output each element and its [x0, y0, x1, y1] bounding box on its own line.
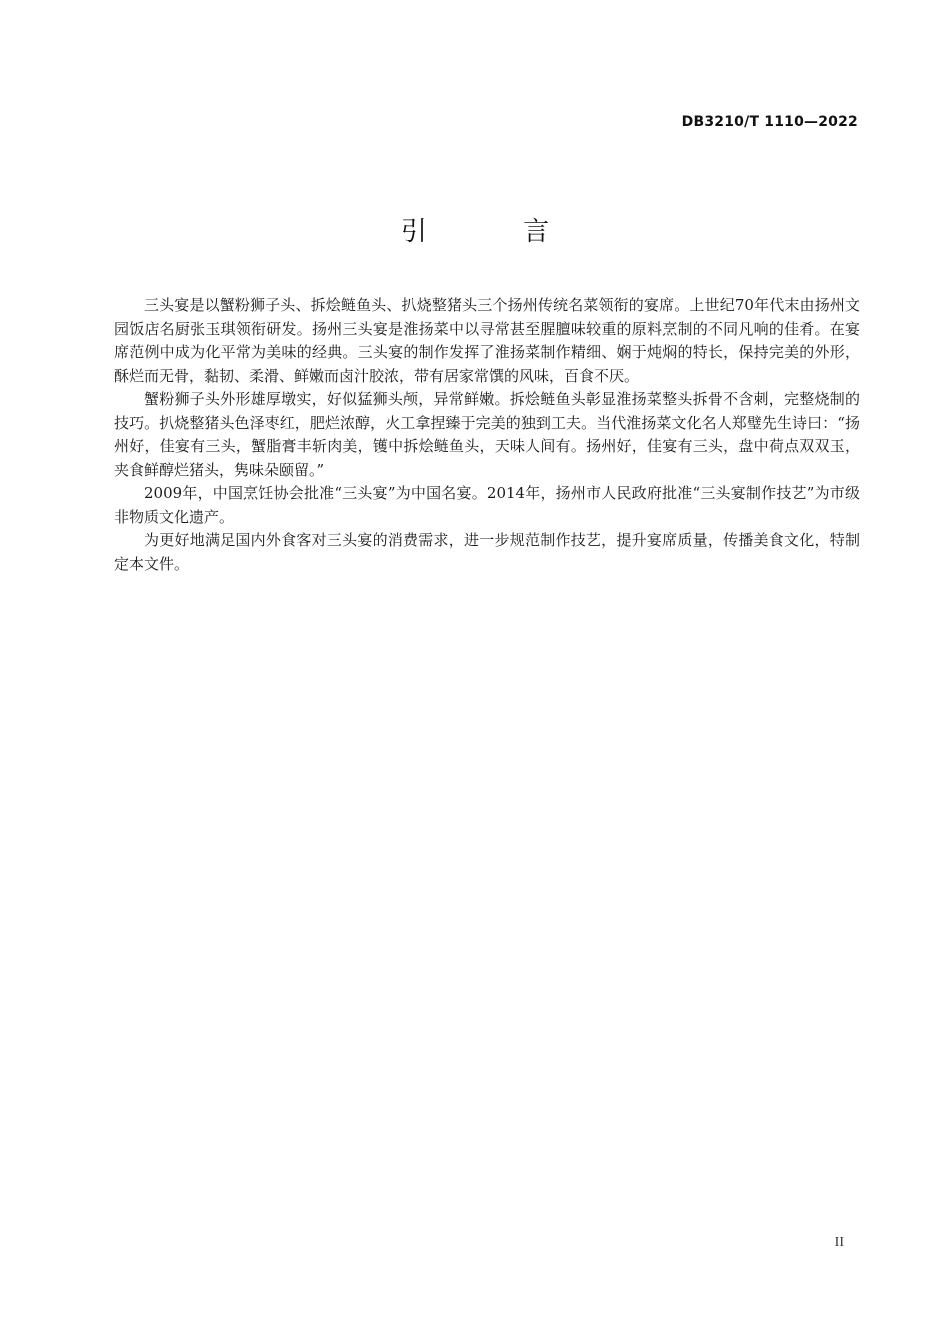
paragraph-4: 为更好地满足国内外食客对三头宴的消费需求，进一步规范制作技艺，提升宴席质量，传播美食文化，特制定本文件。 — [114, 531, 860, 573]
paragraph-3: 2009年，中国烹饪协会批准“三头宴”为中国名宴。2014年，扬州市人民政府批准“三头宴制作技艺”为市级非物质文化遗产。 — [114, 484, 860, 526]
paragraph-1: 三头宴是以蟹粉狮子头、拆烩鲢鱼头、扒烧整猪头三个扬州传统名菜领衔的宴席。上世纪70年代末由扬州文园饭店名厨张玉琪领衔研发。扬州三头宴是淮扬菜中以寻常甚至腥膻味较重的原料烹制的不同凡响的佳肴。在宴席范例中成为化平常为美味的经典。三头宴的制作发挥了淮扬菜制作精细、娴于炖焖的特长，保持完美的外形，酥烂而无骨，黏韧、柔滑、鲜嫩而卤汁胶浓，带有居家常馔的风味，百食不厌。 — [114, 296, 860, 385]
page-title: 引 言 — [400, 217, 594, 247]
introduction-body — [114, 294, 860, 576]
document-code: DB3210/T 1110—2022 — [681, 114, 858, 130]
page-number: II — [834, 1235, 844, 1250]
paragraph-2: 蟹粉狮子头外形雄厚墩实，好似猛狮头颅，异常鲜嫩。拆烩鲢鱼头彰显淮扬菜整头拆骨不含刺，完整烧制的技巧。扒烧整猪头色泽枣红，肥烂浓醇，火工拿捏臻于完美的独到工夫。当代淮扬菜文化名人郑璧先生诗曰：“扬州好，佳宴有三头，蟹脂膏丰斩肉美，镬中拆烩鲢鱼头，天味人间有。扬州好，佳宴有三头，盘中荷点双双玉，夹食鲜醇烂猪头，隽味朵颐留。” — [114, 390, 860, 479]
